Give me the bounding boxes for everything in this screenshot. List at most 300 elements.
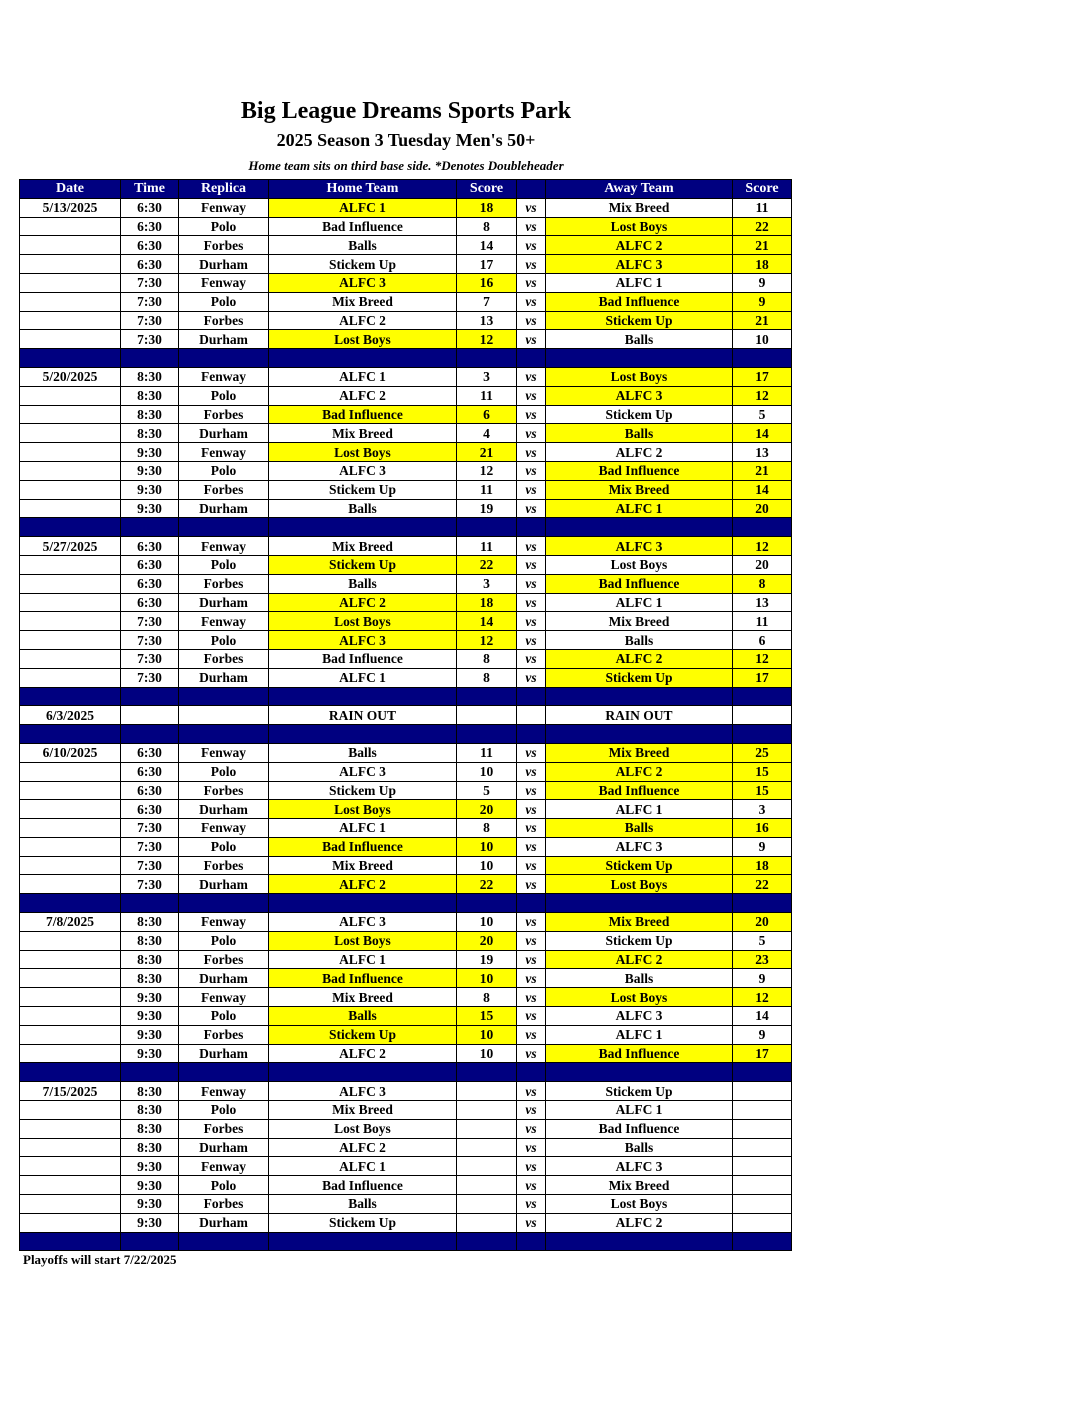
game-row xyxy=(20,405,792,424)
vs-cell: vs xyxy=(517,1025,546,1044)
col-header-home-score: Score xyxy=(457,180,517,199)
field-cell: Durham xyxy=(179,1213,269,1232)
away-team-cell: ALFC 1 xyxy=(546,1025,733,1044)
away-score-cell xyxy=(733,1157,792,1176)
home-score-cell: 11 xyxy=(457,386,517,405)
time-cell: 6:30 xyxy=(121,593,179,612)
time-cell: 6:30 xyxy=(121,762,179,781)
vs-cell: vs xyxy=(517,292,546,311)
vs-cell: vs xyxy=(517,1195,546,1214)
schedule-body xyxy=(20,198,792,1251)
field-cell: Forbes xyxy=(179,1119,269,1138)
home-team-cell: Bad Influence xyxy=(269,405,457,424)
away-team-cell: Lost Boys xyxy=(546,875,733,894)
date-cell xyxy=(20,988,121,1007)
home-team-cell: Mix Breed xyxy=(269,424,457,443)
away-team-cell: Lost Boys xyxy=(546,367,733,386)
home-team-cell: Bad Influence xyxy=(269,649,457,668)
home-score-cell: 10 xyxy=(457,837,517,856)
game-row xyxy=(20,574,792,593)
week-separator-row xyxy=(20,518,792,537)
home-score-cell xyxy=(457,706,517,725)
away-team-cell: Mix Breed xyxy=(546,480,733,499)
separator-cell xyxy=(179,1232,269,1251)
date-cell xyxy=(20,800,121,819)
separator-cell xyxy=(457,349,517,368)
home-score-cell: 10 xyxy=(457,1044,517,1063)
separator-cell xyxy=(20,349,121,368)
field-cell: Forbes xyxy=(179,236,269,255)
away-score-cell: 16 xyxy=(733,819,792,838)
date-cell: 6/10/2025 xyxy=(20,743,121,762)
home-team-cell: Lost Boys xyxy=(269,1119,457,1138)
field-cell: Fenway xyxy=(179,198,269,217)
time-cell: 9:30 xyxy=(121,988,179,1007)
separator-cell xyxy=(546,349,733,368)
away-score-cell: 12 xyxy=(733,649,792,668)
away-score-cell: 22 xyxy=(733,875,792,894)
home-score-cell: 14 xyxy=(457,612,517,631)
away-score-cell: 14 xyxy=(733,480,792,499)
field-cell: Forbes xyxy=(179,781,269,800)
away-score-cell: 5 xyxy=(733,405,792,424)
home-score-cell: 12 xyxy=(457,330,517,349)
season-subtitle: 2025 Season 3 Tuesday Men's 50+ xyxy=(276,130,536,150)
separator-cell xyxy=(733,1063,792,1082)
away-team-cell: Stickem Up xyxy=(546,311,733,330)
col-header-home-team: Home Team xyxy=(269,180,457,199)
home-team-cell: Lost Boys xyxy=(269,612,457,631)
field-cell: Durham xyxy=(179,255,269,274)
time-cell: 8:30 xyxy=(121,1101,179,1120)
away-score-cell: 9 xyxy=(733,273,792,292)
home-score-cell: 8 xyxy=(457,668,517,687)
vs-cell: vs xyxy=(517,255,546,274)
time-cell: 7:30 xyxy=(121,668,179,687)
separator-cell xyxy=(179,725,269,744)
game-row xyxy=(20,367,792,386)
time-cell: 9:30 xyxy=(121,1157,179,1176)
field-cell: Polo xyxy=(179,762,269,781)
time-cell: 6:30 xyxy=(121,781,179,800)
away-team-cell: Bad Influence xyxy=(546,574,733,593)
time-cell: 8:30 xyxy=(121,1082,179,1101)
home-score-cell: 4 xyxy=(457,424,517,443)
date-cell xyxy=(20,612,121,631)
date-cell xyxy=(20,969,121,988)
vs-cell: vs xyxy=(517,1138,546,1157)
home-score-cell: 3 xyxy=(457,574,517,593)
away-team-cell: Mix Breed xyxy=(546,198,733,217)
week-separator-row xyxy=(20,687,792,706)
away-score-cell: 10 xyxy=(733,330,792,349)
field-cell: Polo xyxy=(179,1176,269,1195)
time-cell: 9:30 xyxy=(121,499,179,518)
home-team-cell: ALFC 2 xyxy=(269,386,457,405)
separator-cell xyxy=(20,725,121,744)
vs-cell: vs xyxy=(517,273,546,292)
field-cell: Durham xyxy=(179,875,269,894)
separator-cell xyxy=(179,687,269,706)
away-team-cell: ALFC 2 xyxy=(546,950,733,969)
game-row xyxy=(20,330,792,349)
home-team-cell: ALFC 2 xyxy=(269,1044,457,1063)
time-cell: 8:30 xyxy=(121,424,179,443)
time-cell: 7:30 xyxy=(121,273,179,292)
separator-cell xyxy=(517,1063,546,1082)
vs-cell: vs xyxy=(517,856,546,875)
vs-cell: vs xyxy=(517,781,546,800)
time-cell: 7:30 xyxy=(121,292,179,311)
home-score-cell: 11 xyxy=(457,480,517,499)
game-row xyxy=(20,988,792,1007)
field-cell: Fenway xyxy=(179,537,269,556)
away-score-cell xyxy=(733,1213,792,1232)
home-team-cell: Mix Breed xyxy=(269,856,457,875)
away-team-cell: Balls xyxy=(546,819,733,838)
vs-cell: vs xyxy=(517,499,546,518)
away-score-cell: 21 xyxy=(733,311,792,330)
home-team-cell: Bad Influence xyxy=(269,1176,457,1195)
date-cell xyxy=(20,781,121,800)
separator-cell xyxy=(269,687,457,706)
game-row xyxy=(20,856,792,875)
away-team-cell: ALFC 3 xyxy=(546,837,733,856)
field-cell: Forbes xyxy=(179,574,269,593)
game-row xyxy=(20,480,792,499)
away-team-cell: Stickem Up xyxy=(546,405,733,424)
vs-cell: vs xyxy=(517,1119,546,1138)
date-cell: 5/27/2025 xyxy=(20,537,121,556)
time-cell: 9:30 xyxy=(121,1213,179,1232)
away-team-cell: Balls xyxy=(546,330,733,349)
away-score-cell: 13 xyxy=(733,443,792,462)
separator-cell xyxy=(546,687,733,706)
home-team-cell: ALFC 2 xyxy=(269,875,457,894)
vs-cell: vs xyxy=(517,537,546,556)
field-cell: Forbes xyxy=(179,405,269,424)
separator-cell xyxy=(121,687,179,706)
game-row xyxy=(20,443,792,462)
home-score-cell xyxy=(457,1119,517,1138)
field-cell: Polo xyxy=(179,837,269,856)
field-cell: Polo xyxy=(179,1007,269,1026)
date-cell: 6/3/2025 xyxy=(20,706,121,725)
date-cell xyxy=(20,593,121,612)
time-cell: 7:30 xyxy=(121,819,179,838)
field-cell: Polo xyxy=(179,217,269,236)
vs-cell: vs xyxy=(517,1044,546,1063)
field-cell: Forbes xyxy=(179,856,269,875)
date-cell xyxy=(20,273,121,292)
time-cell: 6:30 xyxy=(121,555,179,574)
home-team-cell: Mix Breed xyxy=(269,537,457,556)
vs-cell: vs xyxy=(517,480,546,499)
separator-cell xyxy=(733,894,792,913)
away-team-cell: ALFC 2 xyxy=(546,443,733,462)
schedule-note: Home team sits on third base side. *Denotes Doubleheader xyxy=(248,158,564,173)
away-team-cell: ALFC 3 xyxy=(546,255,733,274)
away-rainout-cell: RAIN OUT xyxy=(546,706,733,725)
game-row xyxy=(20,819,792,838)
home-team-cell: Lost Boys xyxy=(269,330,457,349)
game-row xyxy=(20,631,792,650)
away-score-cell xyxy=(733,1176,792,1195)
away-team-cell: ALFC 2 xyxy=(546,1213,733,1232)
col-header-away-score: Score xyxy=(733,180,792,199)
game-row xyxy=(20,743,792,762)
game-row xyxy=(20,649,792,668)
date-cell xyxy=(20,386,121,405)
vs-cell: vs xyxy=(517,1082,546,1101)
away-team-cell: ALFC 1 xyxy=(546,273,733,292)
date-cell xyxy=(20,1119,121,1138)
vs-cell: vs xyxy=(517,386,546,405)
game-row xyxy=(20,255,792,274)
date-cell xyxy=(20,1007,121,1026)
away-team-cell: Stickem Up xyxy=(546,931,733,950)
game-row xyxy=(20,1213,792,1232)
field-cell: Durham xyxy=(179,330,269,349)
home-score-cell: 15 xyxy=(457,1007,517,1026)
vs-cell: vs xyxy=(517,1176,546,1195)
vs-cell: vs xyxy=(517,593,546,612)
game-row xyxy=(20,668,792,687)
time-cell: 8:30 xyxy=(121,913,179,932)
home-team-cell: Mix Breed xyxy=(269,1101,457,1120)
home-team-cell: Stickem Up xyxy=(269,480,457,499)
date-cell xyxy=(20,311,121,330)
home-team-cell: ALFC 1 xyxy=(269,198,457,217)
separator-cell xyxy=(121,349,179,368)
vs-cell: vs xyxy=(517,424,546,443)
vs-cell: vs xyxy=(517,1007,546,1026)
game-row xyxy=(20,292,792,311)
separator-cell xyxy=(269,1063,457,1082)
home-score-cell: 22 xyxy=(457,555,517,574)
separator-cell xyxy=(517,1232,546,1251)
away-score-cell xyxy=(733,1195,792,1214)
game-row xyxy=(20,913,792,932)
vs-cell: vs xyxy=(517,762,546,781)
away-score-cell: 22 xyxy=(733,217,792,236)
field-cell: Forbes xyxy=(179,1195,269,1214)
home-team-cell: ALFC 2 xyxy=(269,1138,457,1157)
date-cell xyxy=(20,424,121,443)
date-cell xyxy=(20,1044,121,1063)
separator-cell xyxy=(546,518,733,537)
separator-cell xyxy=(733,725,792,744)
separator-cell xyxy=(20,894,121,913)
home-team-cell: ALFC 1 xyxy=(269,668,457,687)
time-cell: 7:30 xyxy=(121,330,179,349)
time-cell: 9:30 xyxy=(121,443,179,462)
game-row xyxy=(20,1195,792,1214)
separator-cell xyxy=(457,1232,517,1251)
away-score-cell: 9 xyxy=(733,969,792,988)
vs-cell: vs xyxy=(517,800,546,819)
away-score-cell: 23 xyxy=(733,950,792,969)
separator-cell xyxy=(457,1063,517,1082)
away-score-cell: 14 xyxy=(733,424,792,443)
game-row xyxy=(20,837,792,856)
away-score-cell: 17 xyxy=(733,1044,792,1063)
away-team-cell: ALFC 3 xyxy=(546,537,733,556)
home-score-cell: 8 xyxy=(457,649,517,668)
away-score-cell: 18 xyxy=(733,255,792,274)
separator-cell xyxy=(121,894,179,913)
week-separator-row xyxy=(20,349,792,368)
date-cell xyxy=(20,762,121,781)
home-score-cell: 22 xyxy=(457,875,517,894)
away-score-cell: 17 xyxy=(733,668,792,687)
date-cell xyxy=(20,574,121,593)
home-score-cell: 10 xyxy=(457,856,517,875)
game-row xyxy=(20,969,792,988)
away-team-cell: Mix Breed xyxy=(546,913,733,932)
away-score-cell: 25 xyxy=(733,743,792,762)
home-team-cell: Balls xyxy=(269,1007,457,1026)
field-cell: Polo xyxy=(179,631,269,650)
date-cell xyxy=(20,480,121,499)
game-row xyxy=(20,236,792,255)
week-separator-row xyxy=(20,1232,792,1251)
game-row xyxy=(20,273,792,292)
date-cell: 5/13/2025 xyxy=(20,198,121,217)
separator-cell xyxy=(546,1232,733,1251)
date-cell xyxy=(20,1157,121,1176)
away-score-cell: 21 xyxy=(733,461,792,480)
game-row xyxy=(20,1082,792,1101)
rainout-row xyxy=(20,706,792,725)
game-row xyxy=(20,1119,792,1138)
date-cell xyxy=(20,461,121,480)
date-cell xyxy=(20,1101,121,1120)
home-team-cell: ALFC 3 xyxy=(269,762,457,781)
away-score-cell: 20 xyxy=(733,499,792,518)
time-cell: 6:30 xyxy=(121,743,179,762)
away-score-cell: 3 xyxy=(733,800,792,819)
home-team-cell: ALFC 1 xyxy=(269,1157,457,1176)
date-cell xyxy=(20,931,121,950)
home-score-cell: 14 xyxy=(457,236,517,255)
away-team-cell: Stickem Up xyxy=(546,668,733,687)
away-score-cell: 13 xyxy=(733,593,792,612)
field-cell: Durham xyxy=(179,499,269,518)
game-row xyxy=(20,1138,792,1157)
time-cell: 9:30 xyxy=(121,1025,179,1044)
time-cell: 8:30 xyxy=(121,1119,179,1138)
game-row xyxy=(20,555,792,574)
home-score-cell: 12 xyxy=(457,461,517,480)
separator-cell xyxy=(20,1232,121,1251)
home-score-cell: 7 xyxy=(457,292,517,311)
separator-cell xyxy=(20,1063,121,1082)
date-cell xyxy=(20,255,121,274)
date-cell xyxy=(20,217,121,236)
vs-cell: vs xyxy=(517,405,546,424)
time-cell: 9:30 xyxy=(121,461,179,480)
vs-cell: vs xyxy=(517,574,546,593)
separator-cell xyxy=(733,349,792,368)
date-cell xyxy=(20,631,121,650)
home-team-cell: ALFC 3 xyxy=(269,913,457,932)
field-cell: Fenway xyxy=(179,743,269,762)
date-cell: 7/15/2025 xyxy=(20,1082,121,1101)
away-team-cell: Stickem Up xyxy=(546,856,733,875)
field-cell: Fenway xyxy=(179,443,269,462)
away-score-cell: 15 xyxy=(733,781,792,800)
away-team-cell: ALFC 1 xyxy=(546,499,733,518)
away-score-cell: 12 xyxy=(733,386,792,405)
field-cell: Forbes xyxy=(179,1025,269,1044)
home-team-cell: Stickem Up xyxy=(269,255,457,274)
home-score-cell: 10 xyxy=(457,1025,517,1044)
home-team-cell: Balls xyxy=(269,499,457,518)
home-score-cell: 19 xyxy=(457,499,517,518)
home-score-cell: 8 xyxy=(457,988,517,1007)
date-cell xyxy=(20,499,121,518)
away-team-cell: Mix Breed xyxy=(546,743,733,762)
away-score-cell: 6 xyxy=(733,631,792,650)
home-team-cell: Bad Influence xyxy=(269,837,457,856)
field-cell: Durham xyxy=(179,1138,269,1157)
date-cell xyxy=(20,405,121,424)
vs-cell: vs xyxy=(517,819,546,838)
page-title: Big League Dreams Sports Park xyxy=(240,98,572,124)
week-separator-row xyxy=(20,894,792,913)
vs-cell: vs xyxy=(517,988,546,1007)
home-score-cell: 18 xyxy=(457,593,517,612)
home-team-cell: Mix Breed xyxy=(269,988,457,1007)
date-cell xyxy=(20,875,121,894)
away-team-cell: Balls xyxy=(546,969,733,988)
away-score-cell: 12 xyxy=(733,537,792,556)
vs-cell: vs xyxy=(517,969,546,988)
separator-cell xyxy=(457,725,517,744)
game-row xyxy=(20,1025,792,1044)
vs-cell: vs xyxy=(517,311,546,330)
home-team-cell: ALFC 3 xyxy=(269,273,457,292)
away-score-cell xyxy=(733,1101,792,1120)
separator-cell xyxy=(517,518,546,537)
date-cell xyxy=(20,555,121,574)
separator-cell xyxy=(546,894,733,913)
away-team-cell: ALFC 3 xyxy=(546,386,733,405)
col-header-replica: Replica xyxy=(179,180,269,199)
game-row xyxy=(20,461,792,480)
home-score-cell: 11 xyxy=(457,537,517,556)
vs-cell: vs xyxy=(517,950,546,969)
time-cell: 8:30 xyxy=(121,969,179,988)
away-score-cell: 20 xyxy=(733,555,792,574)
away-team-cell: Bad Influence xyxy=(546,781,733,800)
away-score-cell: 9 xyxy=(733,292,792,311)
field-cell: Fenway xyxy=(179,913,269,932)
home-team-cell: Lost Boys xyxy=(269,931,457,950)
away-score-cell: 18 xyxy=(733,856,792,875)
game-row xyxy=(20,217,792,236)
home-team-cell: Bad Influence xyxy=(269,217,457,236)
date-cell xyxy=(20,330,121,349)
field-cell: Forbes xyxy=(179,480,269,499)
date-cell xyxy=(20,1176,121,1195)
field-cell: Forbes xyxy=(179,950,269,969)
home-team-cell: Lost Boys xyxy=(269,443,457,462)
away-team-cell: Lost Boys xyxy=(546,217,733,236)
date-cell xyxy=(20,856,121,875)
home-score-cell xyxy=(457,1176,517,1195)
